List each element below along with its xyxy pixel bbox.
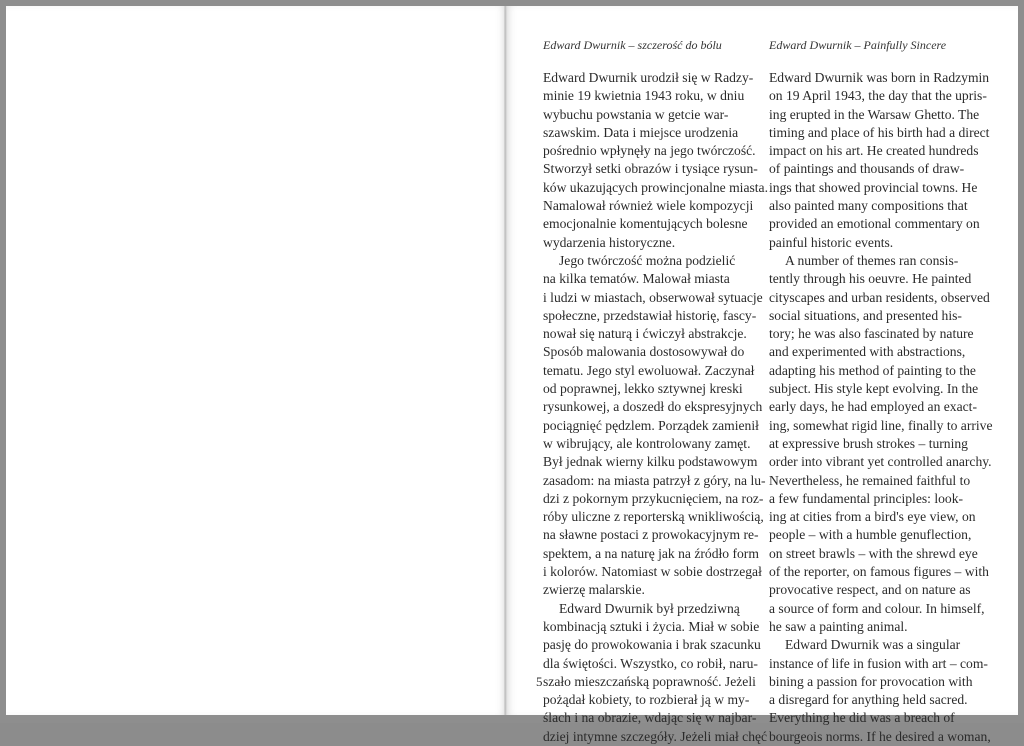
english-text-line: ings that showed provincial towns. He: [769, 179, 978, 195]
polish-heading: Edward Dwurnik – szczerość do bólu: [543, 38, 722, 52]
polish-text-line: kombinacją sztuki i życia. Miał w sobie: [543, 618, 760, 634]
english-text-line: A number of themes ran consis-: [785, 252, 959, 268]
english-text-line: at expressive brush strokes – turning: [769, 435, 968, 451]
polish-text-line: na sławne postaci z prowokacyjnym re-: [543, 527, 759, 543]
english-text-column: [769, 38, 993, 746]
polish-text-line: pośrednio wpłynęły na jego twórczość.: [543, 143, 756, 159]
english-text-line: people – with a humble genuflection,: [769, 527, 972, 543]
english-text-line: on 19 April 1943, the day that the upris-: [769, 88, 987, 104]
english-text-line: order into vibrant yet controlled anarchy.: [769, 454, 992, 470]
polish-text-line: pożądał kobiety, to rozbierał ją w my-: [543, 692, 750, 708]
polish-text-line: ków ukazujących prowincjonalne miasta.: [543, 179, 768, 195]
english-text-line: ing at cities from a bird's eye view, on: [769, 509, 976, 525]
english-text-line: cityscapes and urban residents, observed: [769, 289, 990, 305]
book-gutter: [504, 6, 507, 715]
english-text-line: a source of form and colour. In himself,: [769, 600, 985, 616]
polish-text-line: spektem, a na naturę jak na źródło form: [543, 545, 759, 561]
english-text-line: impact on his art. He created hundreds: [769, 143, 979, 159]
polish-text-line: Jego twórczość można podzielić: [559, 252, 736, 268]
english-text-line: of paintings and thousands of draw-: [769, 161, 965, 177]
left-page-blank: [6, 6, 506, 715]
polish-text-line: Edward Dwurnik był przedziwną: [559, 600, 740, 616]
polish-text-line: emocjonalnie komentujących bolesne: [543, 216, 748, 232]
polish-text-line: zasadom: na miasta patrzył z góry, na lu-: [543, 472, 766, 488]
polish-text-line: rysunkowej, a doszedł do ekspresyjnych: [543, 399, 763, 415]
polish-text-line: pociągnięć pędzlem. Porządek zamienił: [543, 417, 759, 433]
english-text-line: timing and place of his birth had a direct: [769, 124, 990, 140]
english-text-line: a few fundamental principles: look-: [769, 490, 964, 506]
polish-text-line: dziej intymne szczegóły. Jeżeli miał chęć: [543, 728, 768, 744]
english-text-line: also painted many compositions that: [769, 198, 968, 214]
english-text-line: bourgeois norms. If he desired a woman,: [769, 728, 991, 744]
english-text-line: adapting his method of painting to the: [769, 362, 976, 378]
english-heading: Edward Dwurnik – Painfully Sincere: [769, 38, 947, 52]
polish-text-line: nował się naturą i ćwiczył abstrakcje.: [543, 326, 747, 342]
polish-text-line: róby uliczne z reporterską wnikliwością,: [543, 509, 764, 525]
polish-text-line: społeczne, przedstawiał historię, fascy-: [543, 307, 757, 323]
polish-text-line: Był jednak wierny kilku podstawowym: [543, 454, 758, 470]
polish-text-line: dzi z pokornym przykucnięciem, na roz-: [543, 490, 764, 506]
english-text-line: a disregard for anything held sacred.: [769, 692, 968, 708]
polish-text-column: [543, 38, 768, 746]
english-text-line: Everything he did was a breach of: [769, 710, 955, 726]
polish-text-line: szało mieszczańską poprawność. Jeżeli: [543, 673, 756, 689]
english-text-line: he saw a painting animal.: [769, 618, 908, 634]
polish-text-line: Edward Dwurnik urodził się w Radzy-: [543, 70, 754, 85]
polish-text-line: na kilka tematów. Malował miasta: [543, 271, 730, 287]
page-number: 5: [536, 674, 543, 689]
polish-text-line: wydarzenia historyczne.: [543, 234, 676, 250]
english-text-line: painful historic events.: [769, 234, 894, 250]
english-body: [769, 69, 993, 746]
polish-text-line: minie 19 kwietnia 1943 roku, w dniu: [543, 88, 745, 104]
english-text-line: on street brawls – with the shrewd eye: [769, 545, 978, 561]
english-text-line: Edward Dwurnik was born in Radzymin: [769, 70, 990, 85]
english-text-line: tory; he was also fascinated by nature: [769, 326, 974, 342]
polish-text-line: ślach i na obrazie, wdając się w najbar-: [543, 710, 757, 726]
english-text-line: provided an emotional commentary on: [769, 216, 980, 232]
polish-body: [543, 69, 768, 746]
polish-text-line: Stworzył setki obrazów i tysiące rysun-: [543, 161, 758, 177]
english-text-line: bining a passion for provocation with: [769, 673, 973, 689]
english-text-line: instance of life in fusion with art – com-: [769, 655, 988, 671]
polish-text-line: Namalował również wiele kompozycji: [543, 198, 754, 214]
english-text-line: tently through his oeuvre. He painted: [769, 271, 972, 287]
english-text-line: and experimented with abstractions,: [769, 344, 966, 360]
english-text-line: ing, somewhat rigid line, finally to arrive: [769, 417, 993, 433]
polish-text-line: i ludzi w miastach, obserwował sytuacje: [543, 289, 763, 305]
polish-text-line: tematu. Jego styl ewoluował. Zaczynał: [543, 362, 755, 378]
polish-text-line: od poprawnej, lekko sztywnej kreski: [543, 381, 743, 397]
english-text-line: early days, he had employed an exact-: [769, 399, 977, 415]
polish-text-line: i kolorów. Natomiast w sobie dostrzegał: [543, 564, 762, 580]
english-text-line: subject. His style kept evolving. In the: [769, 381, 979, 397]
english-text-line: ing erupted in the Warsaw Ghetto. The: [769, 106, 980, 122]
polish-text-line: dla świętości. Wszystko, co robił, naru-: [543, 655, 758, 671]
english-text-line: of the reporter, on famous figures – with: [769, 564, 989, 580]
english-text-line: social situations, and presented his-: [769, 307, 962, 323]
polish-text-line: pasję do prowokowania i brak szacunku: [543, 637, 761, 653]
english-text-line: Edward Dwurnik was a singular: [785, 637, 961, 653]
english-text-line: provocative respect, and on nature as: [769, 582, 971, 598]
polish-text-line: Sposób malowania dostosowywał do: [543, 344, 745, 360]
polish-text-line: zwierzę malarskie.: [543, 582, 645, 598]
polish-text-line: wybuchu powstania w getcie war-: [543, 106, 729, 122]
polish-text-line: w wibrujący, ale kontrolowany zamęt.: [543, 435, 751, 451]
polish-text-line: szawskim. Data i miejsce urodzenia: [543, 124, 739, 140]
english-text-line: Nevertheless, he remained faithful to: [769, 472, 971, 488]
